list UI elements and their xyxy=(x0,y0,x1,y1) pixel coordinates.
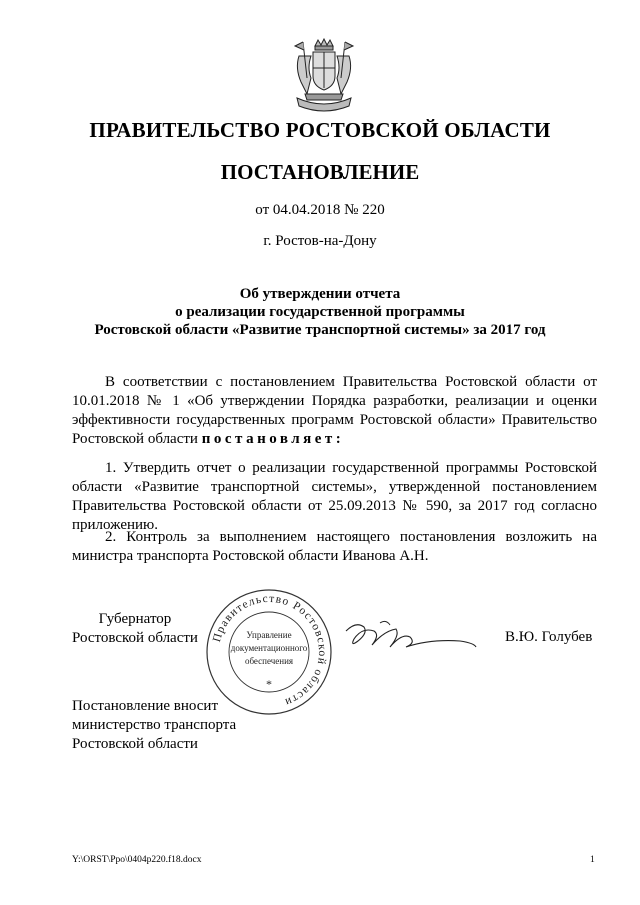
stamp-center-line-2: документационного xyxy=(230,643,308,653)
submitted-line-1: Постановление вносит xyxy=(72,698,219,714)
item-1-paragraph: 1. Утвердить отчет о реализации государственной программы Ростовской области «Развитие транспортной системы», утвержденной постановлением Правительства Ростовской области от 25.09.2013 № 590, за 2017 год согласно приложению. xyxy=(72,460,597,533)
subject-line-1: Об утверждении отчета xyxy=(239,286,401,302)
preamble-text: В соответствии с постановлением Правительства Ростовской области от 10.01.2018 № 1 «Об утверждении Порядка разработки, реализации и оценки эффективности государственных программ Ростовской области» Правительство Ростовской области xyxy=(72,374,597,447)
position-line-2: Ростовской области xyxy=(72,630,198,646)
city-line: г. Ростов-на-Дону xyxy=(263,233,377,249)
subject-line-3: Ростовской области «Развитие транспортной системы» за 2017 год xyxy=(94,322,546,338)
stamp-ring-text: Правительство Ростовской области xyxy=(211,592,329,709)
footer-file-path: Y:\ORST\Ppo\0404p220.f18.docx xyxy=(72,855,202,865)
document-type-title: ПОСТАНОВЛЕНИЕ xyxy=(220,160,420,184)
coat-of-arms-icon xyxy=(291,38,357,118)
document-subject xyxy=(0,285,640,339)
decree-word: постановляет: xyxy=(201,431,345,447)
stamp-center-line-3: обеспечения xyxy=(244,656,294,666)
stamp-center-line-1: Управление xyxy=(246,630,292,640)
position-line-1: Губернатор xyxy=(98,611,172,627)
submitted-line-2: министерство транспорта xyxy=(72,717,237,733)
stamp-star: * xyxy=(266,677,272,691)
signatory-position xyxy=(72,610,198,648)
handwritten-signature-icon xyxy=(340,617,480,659)
item-2-paragraph: 2. Контроль за выполнением настоящего постановления возложить на министра транспорта Ростовской области Иванова А.Н. xyxy=(72,529,597,564)
submitted-by-block xyxy=(72,697,236,754)
footer-page-number: 1 xyxy=(590,855,595,865)
preamble-paragraph xyxy=(72,373,597,449)
date-number-line: от 04.04.2018 № 220 xyxy=(255,202,385,218)
subject-line-2: о реализации государственной программы xyxy=(175,304,465,320)
submitted-line-3: Ростовской области xyxy=(72,736,198,752)
signatory-name: В.Ю. Голубев xyxy=(505,629,593,645)
organization-title: ПРАВИТЕЛЬСТВО РОСТОВСКОЙ ОБЛАСТИ xyxy=(89,118,551,142)
